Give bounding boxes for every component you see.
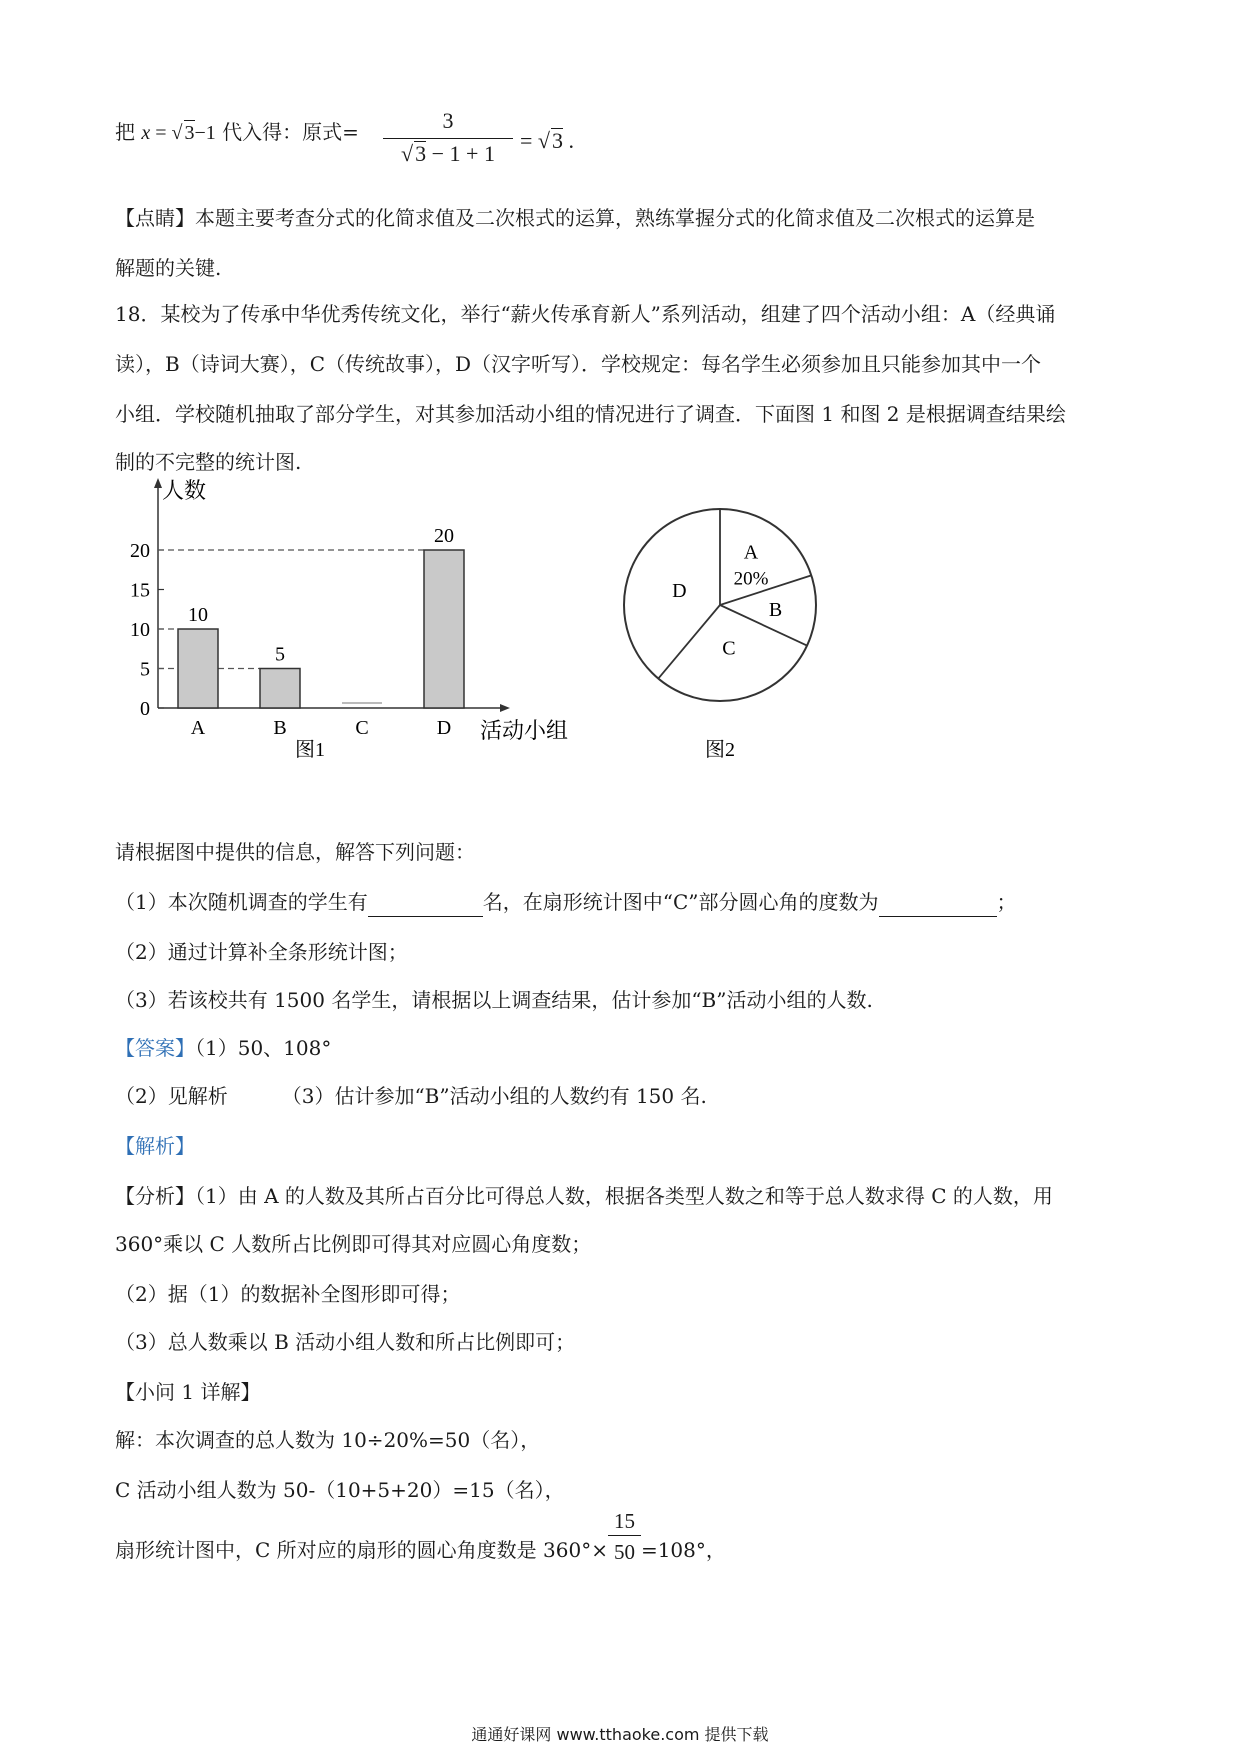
answer-3: （3）估计参加“B”活动小组的人数约有 150 名.	[281, 1084, 707, 1108]
y-tick-label: 20	[130, 540, 150, 562]
answer-line-1	[115, 1034, 1125, 1062]
sqrt-radicand: 3	[415, 141, 427, 166]
detail-end: =108°，	[640, 1538, 726, 1562]
y-tick-label: 0	[140, 698, 150, 720]
question-line-1: 18．某校为了传承中华优秀传统文化，举行“薪火传承育新人”系列活动，组建了四个活动小组：A（经典诵	[115, 302, 1056, 326]
analysis-line-1: 【分析】（1）由 A 的人数及其所占百分比可得总人数，根据各类型人数之和等于总人数求得 C 的人数，用	[115, 1184, 1053, 1208]
sqrt-sign: √	[171, 122, 183, 144]
pie-label-C: C	[722, 637, 736, 660]
period: .	[568, 128, 574, 153]
bar-value-label: 10	[188, 604, 208, 626]
y-axis-label: 人数	[162, 478, 207, 503]
sqrt-radicand: 3	[184, 122, 195, 144]
pie-chart	[610, 500, 850, 770]
x-tick-label: C	[355, 717, 369, 739]
detail-line-2: C 活动小组人数为 50-（10+5+20）=15（名），	[115, 1478, 565, 1502]
detail-line-3	[115, 1509, 1125, 1566]
question-line-2: 读），B（诗词大赛），C（传统故事），D（汉字听写）．学校规定：每名学生必须参加且只能参加其中一个	[115, 352, 1042, 376]
substitution-line	[115, 118, 1125, 147]
fraction-main	[383, 108, 513, 167]
pie-label-D: D	[672, 580, 687, 603]
denominator-rest: − 1 + 1	[426, 141, 495, 166]
result	[520, 128, 574, 154]
fraction-numerator: 15	[613, 1509, 635, 1533]
pie-label-B: B	[768, 598, 783, 621]
bar-value-label: 20	[434, 525, 454, 547]
answer-blank-2[interactable]	[879, 888, 997, 917]
x-axis-arrow	[500, 704, 510, 712]
y-tick-label: 5	[140, 658, 150, 681]
equals-sign: =	[150, 122, 172, 144]
bar-D	[424, 550, 464, 708]
var-x: x	[141, 122, 151, 144]
analysis-line-4: （3）总人数乘以 B 活动小组人数和所占比例即可；	[115, 1330, 576, 1354]
analysis-line-2: 360°乘以 C 人数所占比例即可得其对应圆心角度数；	[115, 1232, 592, 1256]
figure-caption: 图2	[705, 739, 735, 761]
footer: 通通好课网 www.tthaoke.com 提供下载	[471, 1725, 769, 1744]
detail-text: 扇形统计图中，C 所对应的扇形的圆心角度数是 360°×	[115, 1538, 608, 1562]
detail-tag: 【小问 1 详解】	[115, 1380, 261, 1404]
bar-A	[178, 629, 218, 708]
fraction-denominator	[383, 138, 513, 167]
sqrt-radicand: 3	[552, 128, 563, 153]
fraction-numerator: 3	[442, 108, 454, 133]
question-line-3: 小组．学校随机抽取了部分学生，对其参加活动小组的情况进行了调查．下面图 1 和图 2 是根据调查结果绘	[115, 402, 1066, 426]
pie-percent-label: 20%	[733, 568, 769, 590]
bar-value-label: 5	[275, 643, 285, 666]
answer-1: （1）50、108°	[195, 1036, 332, 1060]
analysis-tag: 【解析】	[115, 1134, 195, 1158]
text: 代入得：原式=	[222, 120, 359, 144]
q1-text-a: （1）本次随机调查的学生有	[115, 890, 368, 914]
bar-B	[260, 669, 300, 709]
y-tick-label: 10	[130, 619, 150, 641]
fraction-15-50	[608, 1507, 641, 1566]
x-tick-label: D	[436, 717, 452, 739]
sqrt-sign: √	[537, 128, 550, 153]
q1-text-b: 名，在扇形统计图中“C”部分圆心角的度数为	[482, 890, 879, 914]
comment-line-1: 【点睛】本题主要考查分式的化简求值及二次根式的运算，熟练掌握分式的化简求值及二次根式的运算是	[115, 206, 1035, 230]
text: 把	[115, 120, 135, 144]
prompt-q1	[115, 888, 1125, 917]
figure-caption: 图1	[295, 739, 325, 761]
y-tick-label: 15	[130, 579, 150, 602]
answer-tag: 【答案】	[115, 1036, 195, 1060]
answer-line-2	[115, 1082, 1125, 1110]
answer-2: （2）见解析	[115, 1084, 228, 1108]
y-axis-arrow	[154, 478, 162, 488]
pie-label-A: A	[743, 541, 759, 564]
fraction-denominator: 50	[608, 1535, 641, 1566]
question-line-4: 制的不完整的统计图.	[115, 450, 302, 474]
prompt-q2: （2）通过计算补全条形统计图；	[115, 940, 408, 964]
sqrt-sign: √	[401, 141, 414, 166]
detail-line-1: 解：本次调查的总人数为 10÷20%=50（名），	[115, 1428, 541, 1452]
bar-chart	[100, 478, 620, 778]
prompt-intro: 请根据图中提供的信息，解答下列问题：	[115, 840, 475, 864]
prompt-q3: （3）若该校共有 1500 名学生，请根据以上调查结果，估计参加“B”活动小组的人数.	[115, 988, 873, 1012]
x-tick-label: B	[273, 717, 287, 739]
q1-text-c: ；	[996, 890, 1017, 914]
equals-sign: =	[520, 128, 533, 153]
x-axis-label: 活动小组	[480, 718, 569, 743]
analysis-line-3: （2）据（1）的数据补全图形即可得；	[115, 1282, 461, 1306]
x-tick-label: A	[190, 717, 206, 739]
minus-one: −1	[194, 122, 216, 144]
comment-line-2: 解题的关键.	[115, 256, 222, 280]
answer-blank-1[interactable]	[368, 888, 483, 917]
